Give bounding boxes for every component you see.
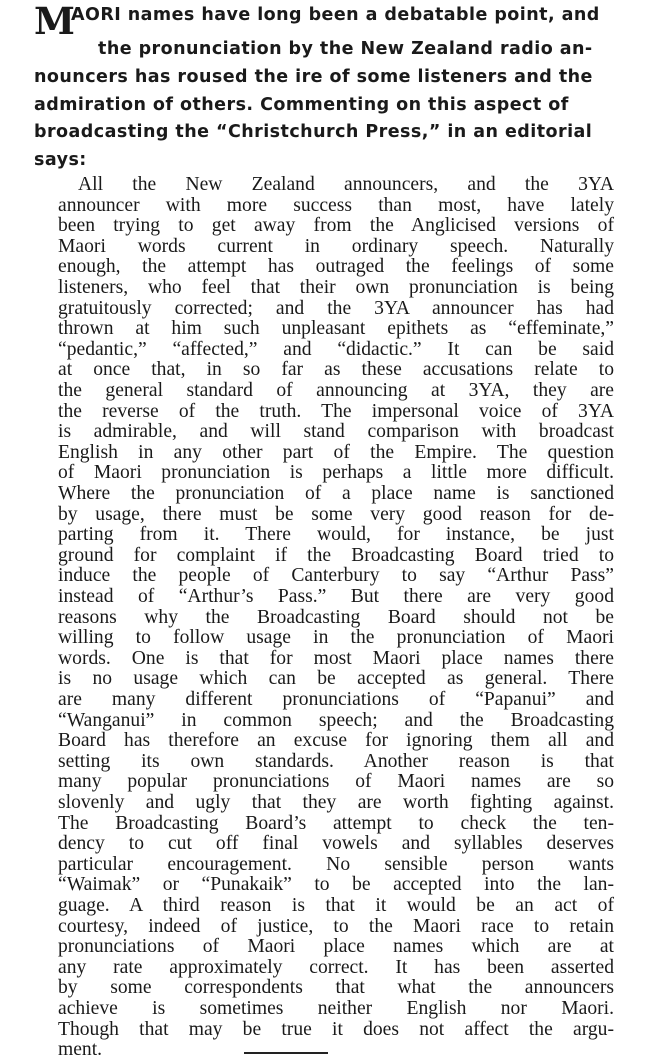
body-line: ment. <box>58 1039 103 1061</box>
body-line: the reverse of the truth. The impersonal voice of 3YA <box>58 400 614 422</box>
body-line: Maori words current in ordinary speech. Naturally <box>58 235 614 257</box>
body-line: is admirable, and will stand comparison with broadcast <box>58 421 614 443</box>
body-line: willing to follow usage in the pronunciation of Maori <box>58 627 614 649</box>
body-line: English in any other part of the Empire. The question <box>58 441 614 463</box>
body-line: of Maori pronunciation is perhaps a little more difficult. <box>58 462 614 484</box>
body-line: been trying to get away from the Anglicised versions of <box>58 215 614 237</box>
body-line: words. One is that for most Maori place names there <box>58 647 614 669</box>
body-line: many popular pronunciations of Maori names are so <box>58 771 614 793</box>
body-line: parting from it. There would, for instance, be just <box>58 524 614 546</box>
body-line: listeners, who feel that their own pronunciation is being <box>58 277 614 298</box>
body-line: All the New Zealand announcers, and the 3YA <box>78 174 614 195</box>
intro-line: nouncers has roused the ire of some listeners and the <box>34 67 593 87</box>
body-line: any rate approximately correct. It has been asserted <box>58 956 614 978</box>
body-line: guage. A third reason is that it would be an act of <box>58 895 614 916</box>
body-line: by usage, there must be some very good reason for de- <box>58 503 614 525</box>
body-line: slovenly and ugly that they are worth fighting against. <box>58 792 614 813</box>
body-line: at once that, in so far as these accusations relate to <box>58 359 614 381</box>
body-line: “pedantic,” “affected,” and “didactic.” It can be said <box>58 338 614 360</box>
body-line: pronunciations of Maori place names which are at <box>58 936 614 958</box>
body-line: instead of “Arthur’s Pass.” But there are very good <box>58 586 614 607</box>
body-line: reasons why the Broadcasting Board should not be <box>58 606 614 628</box>
body-line: enough, the attempt has outraged the feelings of some <box>58 256 614 278</box>
intro-line: the pronunciation by the New Zealand radio an- <box>98 39 593 59</box>
body-line: setting its own standards. Another reason is that <box>58 750 614 772</box>
end-rule <box>244 1052 328 1054</box>
body-line: achieve is sometimes neither English nor Maori. <box>58 998 614 1019</box>
body-line: Board has therefore an excuse for ignoring them all and <box>58 730 614 752</box>
body-line: gratuitously corrected; and the 3YA announcer has had <box>58 297 614 319</box>
body-line: dency to cut off final vowels and syllables deserves <box>58 833 614 855</box>
intro-line: broadcasting the “Christchurch Press,” in an editorial <box>34 122 593 142</box>
body-line: is no usage which can be accepted as general. There <box>58 668 614 690</box>
body-line: by some correspondents that what the announcers <box>58 977 614 999</box>
body-line: ground for complaint if the Broadcasting Board tried to <box>58 544 614 566</box>
body-line: announcer with more success than most, have lately <box>58 194 614 216</box>
body-line: “Wanganui” in common speech; and the Broadcasting <box>58 709 614 731</box>
intro-line: says: <box>34 150 87 170</box>
body-line: The Broadcasting Board’s attempt to check the ten- <box>58 812 614 834</box>
body-line: induce the people of Canterbury to say “Arthur Pass” <box>58 565 614 587</box>
body-line: Though that may be true it does not affect the argu- <box>58 1018 614 1040</box>
drop-cap: M <box>34 0 74 43</box>
intro-line: AORI names have long been a debatable point, and <box>71 5 600 25</box>
body-line: the general standard of announcing at 3YA, they are <box>58 380 614 401</box>
body-line: are many different pronunciations of “Papanui” and <box>58 689 614 710</box>
body-line: “Waimak” or “Punakaik” to be accepted into the lan- <box>58 874 614 896</box>
body-line: courtesy, indeed of justice, to the Maori race to retain <box>58 915 614 937</box>
body-line: thrown at him such unpleasant epithets as “effeminate,” <box>58 318 614 340</box>
body-line: Where the pronunciation of a place name is sanctioned <box>58 483 614 504</box>
body-line: particular encouragement. No sensible person wants <box>58 853 614 875</box>
intro-line: admiration of others. Commenting on this aspect of <box>34 95 569 115</box>
